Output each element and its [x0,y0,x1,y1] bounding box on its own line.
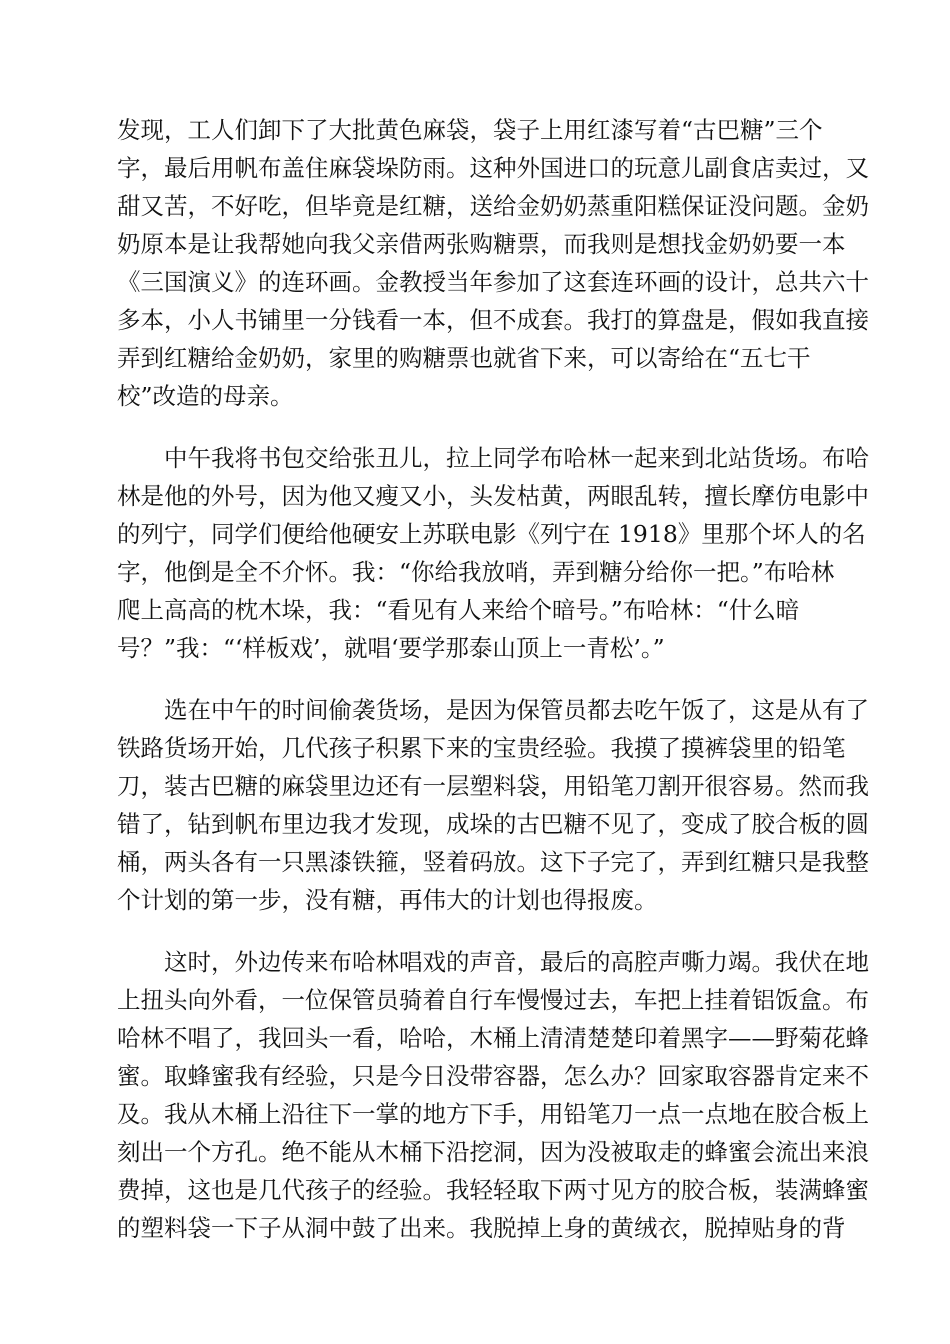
text-line: 刀，装古巴糖的麻袋里边还有一层塑料袋，用铅笔刀割开很容易。然而我 [117,772,869,800]
text-line: 上扭头向外看，一位保管员骑着自行车慢慢过去，车把上挂着铝饭盒。布 [117,986,869,1014]
paragraph-4 [117,943,869,1247]
text-line: 多本，小人书铺里一分钱看一本，但不成套。我打的算盘是，假如我直接 [117,306,869,334]
text-line: 桶，两头各有一只黑漆铁箍，竖着码放。这下子完了，弄到红糖只是我整 [117,848,869,876]
text-line: 字，最后用帆布盖住麻袋垛防雨。这种外国进口的玩意儿副食店卖过，又 [117,154,869,182]
text-line: 费掉，这也是几代孩子的经验。我轻轻取下两寸见方的胶合板，装满蜂蜜 [117,1176,869,1204]
text-line: 的塑料袋一下子从洞中鼓了出来。我脱掉上身的黄绒衣，脱掉贴身的背 [117,1214,846,1242]
text-line: 奶原本是让我帮她向我父亲借两张购糖票，而我则是想找金奶奶要一本 [117,230,846,258]
paragraph-1 [117,111,869,415]
text-line: 《三国演义》的连环画。金教授当年参加了这套连环画的设计，总共六十 [117,268,869,296]
text-line: 刻出一个方孔。绝不能从木桶下沿挖洞，因为没被取走的蜂蜜会流出来浪 [117,1138,869,1166]
text-line: 林是他的外号，因为他又瘦又小，头发枯黄，两眼乱转，擅长摩仿电影中 [117,482,869,510]
text-line: 选在中午的时间偷袭货场，是因为保管员都去吃午饭了，这是从有了 [164,696,869,724]
paragraph-2 [117,439,869,667]
text-line: 号？”我：“‘样板戏’，就唱‘要学那泰山顶上一青松’。” [117,634,665,662]
text-line: 这时，外边传来布哈林唱戏的声音，最后的高腔声嘶力竭。我伏在地 [164,948,869,976]
text-line: 爬上高高的枕木垛，我：“看见有人来给个暗号。”布哈林：“什么暗 [117,596,800,624]
text-line: 哈林不唱了，我回头一看，哈哈，木桶上清清楚楚印着黑字——野菊花蜂 [117,1024,869,1052]
text-line: 弄到红糖给金奶奶，家里的购糖票也就省下来，可以寄给在“五七干 [117,344,811,372]
text-line: 的列宁，同学们便给他硬安上苏联电影《列宁在 1918》里那个坏人的名 [117,520,866,548]
text-line: 蜜。取蜂蜜我有经验，只是今日没带容器，怎么办？回家取容器肯定来不 [117,1062,869,1090]
text-line: 铁路货场开始，几代孩子积累下来的宝贵经验。我摸了摸裤袋里的铅笔 [117,734,846,762]
text-line: 错了，钻到帆布里边我才发现，成垛的古巴糖不见了，变成了胶合板的圆 [117,810,869,838]
text-line: 及。我从木桶上沿往下一掌的地方下手，用铅笔刀一点一点地在胶合板上 [117,1100,869,1128]
text-line: 个计划的第一步，没有糖，再伟大的计划也得报废。 [117,886,658,914]
text-line: 甜又苦，不好吃，但毕竟是红糖，送给金奶奶蒸重阳糕保证没问题。金奶 [117,192,869,220]
text-line: 字，他倒是全不介怀。我：“你给我放哨，弄到糖分给你一把。”布哈林 [117,558,835,586]
text-line: 校”改造的母亲。 [117,382,294,410]
text-line: 中午我将书包交给张丑儿，拉上同学布哈林一起来到北站货场。布哈 [164,444,869,472]
text-line: 发现，工人们卸下了大批黄色麻袋，袋子上用红漆写着“古巴糖”三个 [117,116,823,144]
document-page [117,111,869,1247]
paragraph-3 [117,691,869,919]
